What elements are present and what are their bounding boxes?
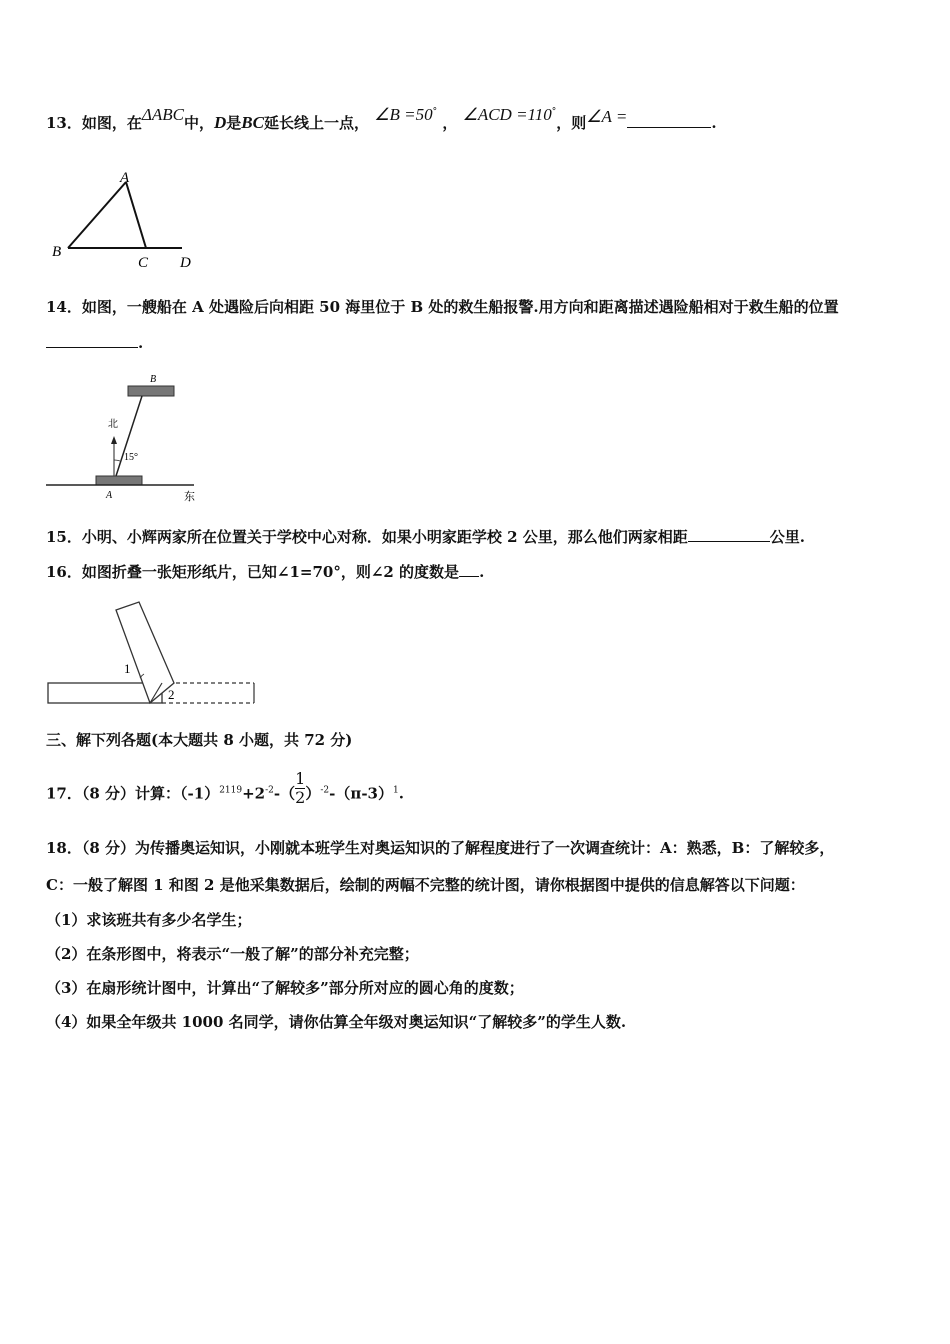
q13-label-c: C: [138, 255, 149, 271]
q13-angle-b: ∠B =50: [374, 105, 433, 124]
q13-triangle-figure: [44, 168, 204, 272]
q13-label-b: B: [52, 244, 62, 260]
q17-part-3: -（: [273, 784, 296, 803]
q17-part-2: +2: [242, 784, 266, 803]
q17-lead: 17．（8 分）计算：（-1）: [46, 784, 220, 803]
q18-sub-4: （4）如果全年级共 1000 名同学，请你估算全年级对奥运知识“了解较多”的学生人数.: [46, 1013, 627, 1031]
q17-part-5: -（π-3）: [329, 784, 393, 803]
q13-angle-a: ∠A =: [586, 107, 628, 126]
q13-comma: ，: [442, 114, 458, 132]
q14-label-north: 北: [108, 419, 118, 430]
q13-number: 13．: [46, 114, 82, 132]
q14-label-east: 东: [184, 490, 195, 503]
q16-label-1: 1: [124, 661, 131, 676]
question-14: [46, 296, 839, 317]
question-18-sub-2: [46, 943, 419, 964]
degree-mark: °: [551, 107, 557, 117]
q13-point-d: D: [214, 113, 227, 132]
q17-exponent-4: 1: [393, 785, 399, 796]
q17-exponent-3: -2: [320, 785, 330, 796]
q18-sub-2: （2）在条形图中，将表示“一般了解”的部分补充完整；: [46, 945, 419, 963]
q13-text-5: ，则: [556, 114, 587, 132]
degree-mark: °: [432, 107, 438, 117]
q18-sub-1: （1）求该班共有多少名学生；: [46, 911, 252, 929]
q18-sub-3: （3）在扇形统计图中，计算出“了解较多”部分所对应的圆心角的度数；: [46, 979, 524, 997]
q14-rescue-figure: [44, 370, 214, 504]
q16-end: .: [479, 563, 485, 581]
q17-fraction-numerator: 1: [295, 769, 306, 788]
q14-end: .: [138, 334, 144, 352]
q13-answer-blank[interactable]: [627, 127, 711, 128]
question-14-answer-line: [46, 334, 143, 352]
q17-exponent-2: -2: [265, 785, 274, 796]
q16-label-2: 2: [168, 687, 175, 702]
q13-segment-bc: BC: [241, 113, 264, 132]
question-18-sub-4: [46, 1011, 626, 1032]
q13-text-4: 延长线上一点，: [263, 114, 369, 132]
q17-fraction: [295, 770, 305, 807]
q13-text-3: 是: [226, 114, 242, 132]
q17-exponent-1: 2119: [219, 785, 243, 796]
q13-angle-acd: ∠ACD =110: [462, 105, 552, 124]
question-18-sub-3: [46, 977, 524, 998]
q16-text: 16．如图折叠一张矩形纸片，已知∠1=70°，则∠2 的度数是: [46, 563, 460, 581]
q15-tail: 公里.: [769, 528, 805, 546]
q18-line-2: C：一般了解图 1 和图 2 是他采集数据后，绘制的两幅不完整的统计图，请你根据图中提供的信息解答以下问题：: [46, 876, 805, 894]
q14-label-b: B: [150, 374, 157, 385]
question-17: [46, 769, 404, 813]
question-16: [46, 561, 484, 582]
question-18-line-1: [46, 837, 834, 858]
q16-folded-paper-figure: [44, 598, 264, 710]
q13-end: .: [711, 114, 717, 132]
q14-label-angle: 15°: [124, 452, 138, 463]
question-15: [46, 526, 805, 547]
question-18-line-2: [46, 874, 805, 895]
q13-triangle: ΔABC: [141, 105, 184, 124]
q13-label-d: D: [180, 255, 191, 271]
q14-answer-blank[interactable]: [46, 347, 138, 348]
q15-answer-blank[interactable]: [688, 541, 770, 542]
q17-part-4: ）: [305, 784, 321, 803]
question-18-sub-1: [46, 909, 251, 930]
q14-label-a: A: [106, 490, 113, 501]
q17-end: .: [398, 784, 404, 803]
q17-fraction-denominator: 2: [295, 788, 306, 807]
q13-text-2: 中，: [183, 114, 214, 132]
q13-label-a: A: [120, 170, 130, 186]
section-3-heading: [46, 729, 352, 750]
question-13: [46, 105, 717, 133]
q14-text: 14．如图，一艘船在 A 处遇险后向相距 50 海里位于 B 处的救生船报警.用方向和距离描述遇险船相对于救生船的位置: [46, 298, 839, 316]
section-3-title: 三、解下列各题(本大题共 8 小题，共 72 分): [46, 731, 353, 749]
q18-line-1: 18．（8 分）为传播奥运知识，小刚就本班学生对奥运知识的了解程度进行了一次调查统计：A：熟悉，B：了解较多，: [46, 839, 835, 857]
q15-text: 15．小明、小辉两家所在位置关于学校中心对称．如果小明家距学校 2 公里，那么他们两家相距: [46, 528, 688, 546]
q13-text-1: 如图，在: [81, 114, 142, 132]
q16-answer-blank[interactable]: [459, 576, 479, 577]
